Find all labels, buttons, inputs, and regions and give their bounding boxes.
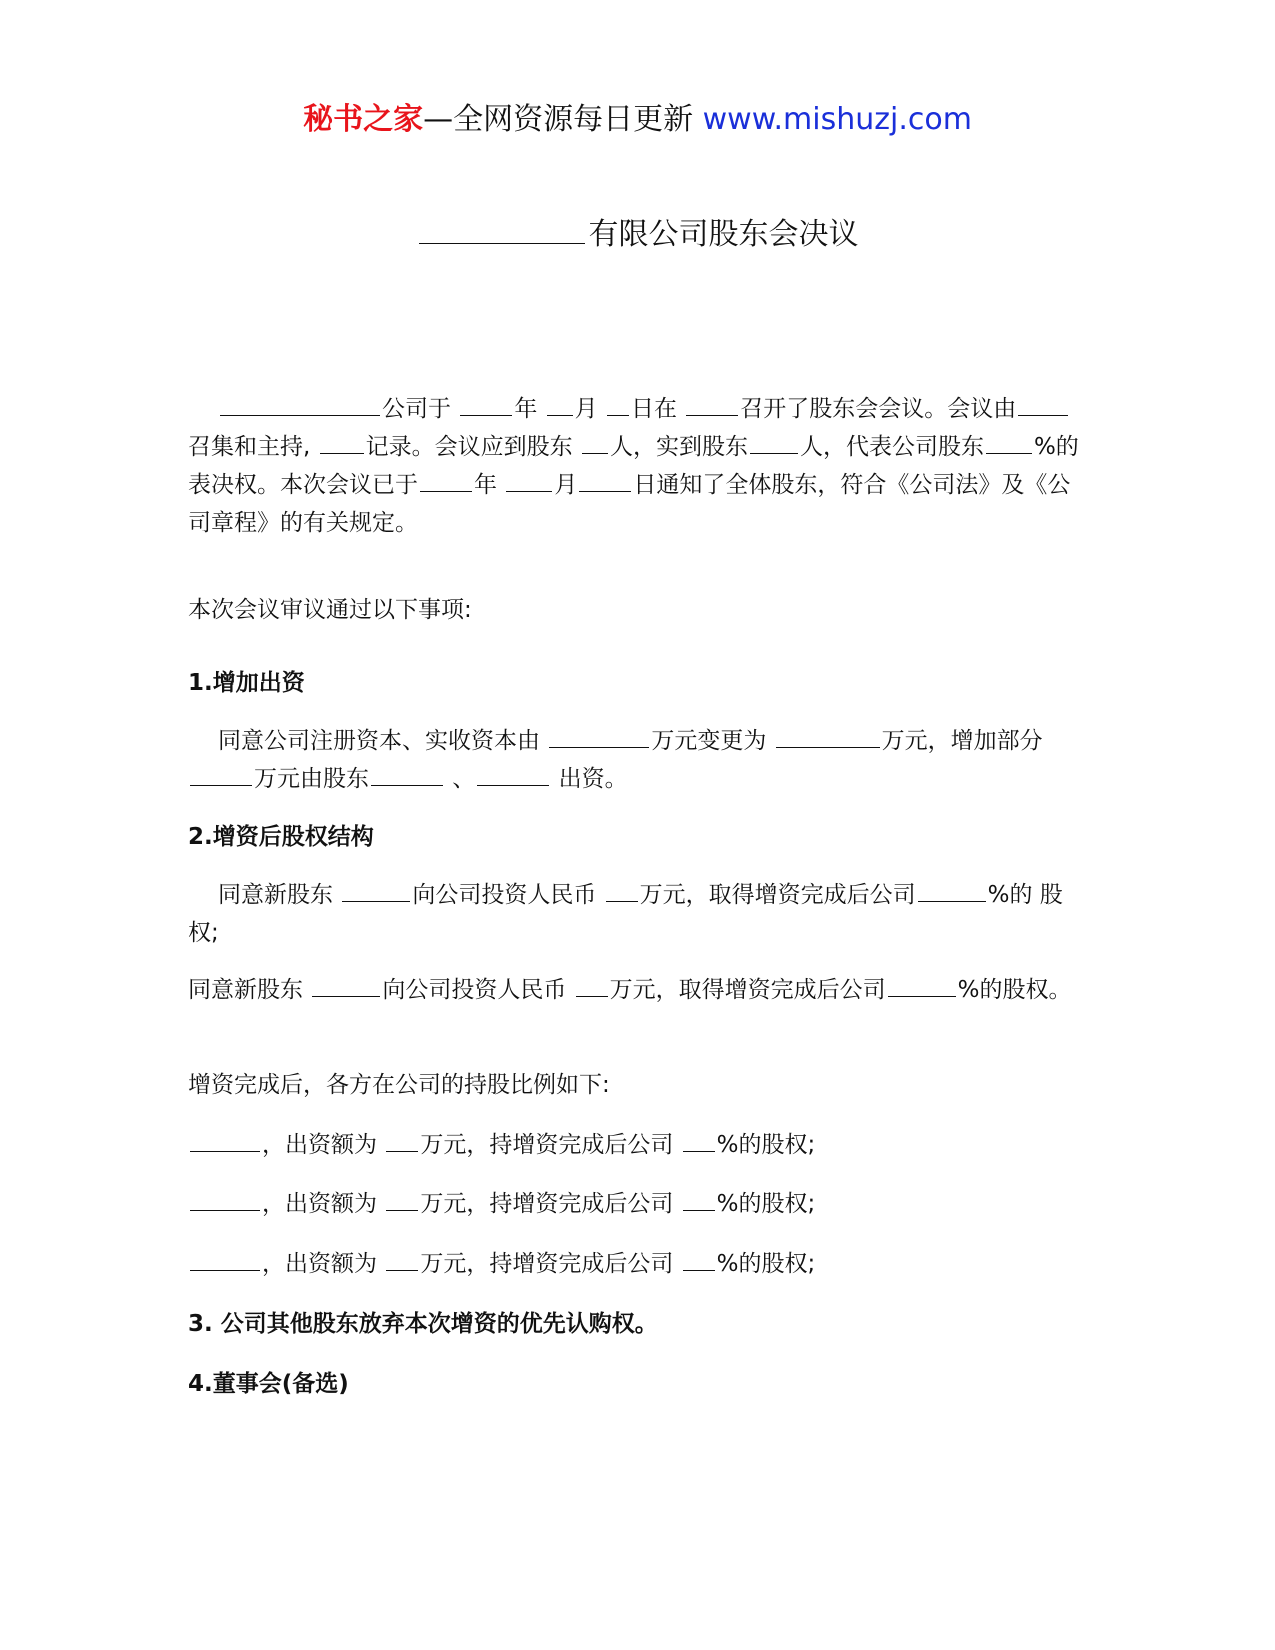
section-1-heading: 1.增加出资: [188, 670, 305, 696]
text: %的股权;: [716, 1132, 816, 1158]
text: 同意公司注册资本、实收资本由: [218, 728, 548, 754]
blank[interactable]: [342, 878, 410, 902]
banner-url[interactable]: www.mishuzj.com: [702, 102, 972, 137]
text: 人，实到股东: [609, 434, 748, 460]
text: 向公司投资人民币: [382, 977, 574, 1003]
blank[interactable]: [386, 1247, 418, 1271]
shareholding-row: [188, 1185, 1088, 1223]
text: 、: [445, 766, 476, 792]
blank[interactable]: [220, 392, 380, 416]
blank[interactable]: [506, 468, 552, 492]
text: 万元变更为: [651, 728, 774, 754]
blank[interactable]: [683, 1247, 715, 1271]
section-4-heading: 4.董事会(备选): [188, 1371, 349, 1397]
blank[interactable]: [371, 762, 443, 786]
section-3-heading: 3. 公司其他股东放弃本次增资的优先认购权。: [188, 1311, 658, 1337]
intro-paragraph: [188, 390, 1088, 542]
blank[interactable]: [312, 973, 380, 997]
after-increase-intro: 增资完成后，各方在公司的持股比例如下:: [188, 1072, 610, 1098]
blank[interactable]: [547, 392, 573, 416]
section-1-paragraph: [188, 722, 1088, 798]
text: 年: [474, 472, 505, 498]
blank[interactable]: [579, 468, 631, 492]
text: %的股权;: [716, 1191, 816, 1217]
text: 召集和主持,: [188, 434, 318, 460]
blank[interactable]: [582, 430, 608, 454]
blank[interactable]: [986, 430, 1032, 454]
blank[interactable]: [888, 973, 956, 997]
blank[interactable]: [686, 392, 738, 416]
blank[interactable]: [1018, 392, 1068, 416]
blank[interactable]: [918, 878, 986, 902]
blank[interactable]: [420, 468, 472, 492]
text: 公司于: [382, 396, 459, 422]
company-name-blank[interactable]: [419, 213, 585, 244]
text: 万元，取得增资完成后公司: [639, 882, 916, 908]
text: ，出资额为: [262, 1191, 385, 1217]
text: 万元，持增资完成后公司: [420, 1251, 681, 1277]
shareholding-row: [188, 1245, 1088, 1283]
blank[interactable]: [320, 430, 364, 454]
text: 记录。会议应到股东: [365, 434, 580, 460]
text: 日在: [630, 396, 685, 422]
text: ，出资额为: [262, 1251, 385, 1277]
blank[interactable]: [607, 392, 629, 416]
text: %的股权。: [957, 977, 1072, 1003]
text: 万元由股东: [254, 766, 369, 792]
blank[interactable]: [549, 724, 649, 748]
text: %的表决权。本次会议已于: [188, 434, 1079, 498]
text: 万元，取得增资完成后公司: [609, 977, 886, 1003]
text: 月: [554, 472, 578, 498]
blank[interactable]: [190, 1187, 260, 1211]
blank[interactable]: [606, 878, 638, 902]
blank[interactable]: [386, 1128, 418, 1152]
blank[interactable]: [190, 762, 252, 786]
text: 万元，增加部分: [881, 728, 1043, 754]
blank[interactable]: [776, 724, 880, 748]
blank[interactable]: [477, 762, 549, 786]
blank[interactable]: [750, 430, 798, 454]
matters-intro: 本次会议审议通过以下事项:: [188, 597, 472, 623]
text: ，出资额为: [262, 1132, 385, 1158]
text: %的 股权;: [188, 882, 1063, 946]
document-title: [0, 213, 1275, 255]
text: 万元，持增资完成后公司: [420, 1191, 681, 1217]
text: 同意新股东: [218, 882, 341, 908]
text: 向公司投资人民币: [412, 882, 604, 908]
text: 日通知了全体股东，符合《公司法》及《公司章程》的有关规定。: [188, 472, 1071, 536]
blank[interactable]: [460, 392, 512, 416]
blank[interactable]: [386, 1187, 418, 1211]
blank[interactable]: [683, 1128, 715, 1152]
blank[interactable]: [190, 1128, 260, 1152]
text: 年: [514, 396, 545, 422]
banner-brand: 秘书之家: [303, 102, 424, 137]
section-2-heading: 2.增资后股权结构: [188, 824, 374, 850]
section-2-paragraph-1: [188, 876, 1088, 952]
blank[interactable]: [683, 1187, 715, 1211]
text: 同意新股东: [188, 977, 311, 1003]
text: %的股权;: [716, 1251, 816, 1277]
banner-slogan: —全网资源每日更新: [423, 102, 703, 137]
text: 月: [574, 396, 605, 422]
text: 出资。: [551, 766, 628, 792]
section-2-paragraph-2: [188, 971, 1088, 1009]
text: 万元，持增资完成后公司: [420, 1132, 681, 1158]
blank[interactable]: [190, 1247, 260, 1271]
document-title-text: 有限公司股东会决议: [588, 217, 859, 252]
text: 人，代表公司股东: [799, 434, 984, 460]
site-banner: [0, 100, 1275, 140]
blank[interactable]: [576, 973, 608, 997]
text: 召开了股东会会议。会议由: [740, 396, 1017, 422]
shareholding-row: [188, 1126, 1088, 1164]
